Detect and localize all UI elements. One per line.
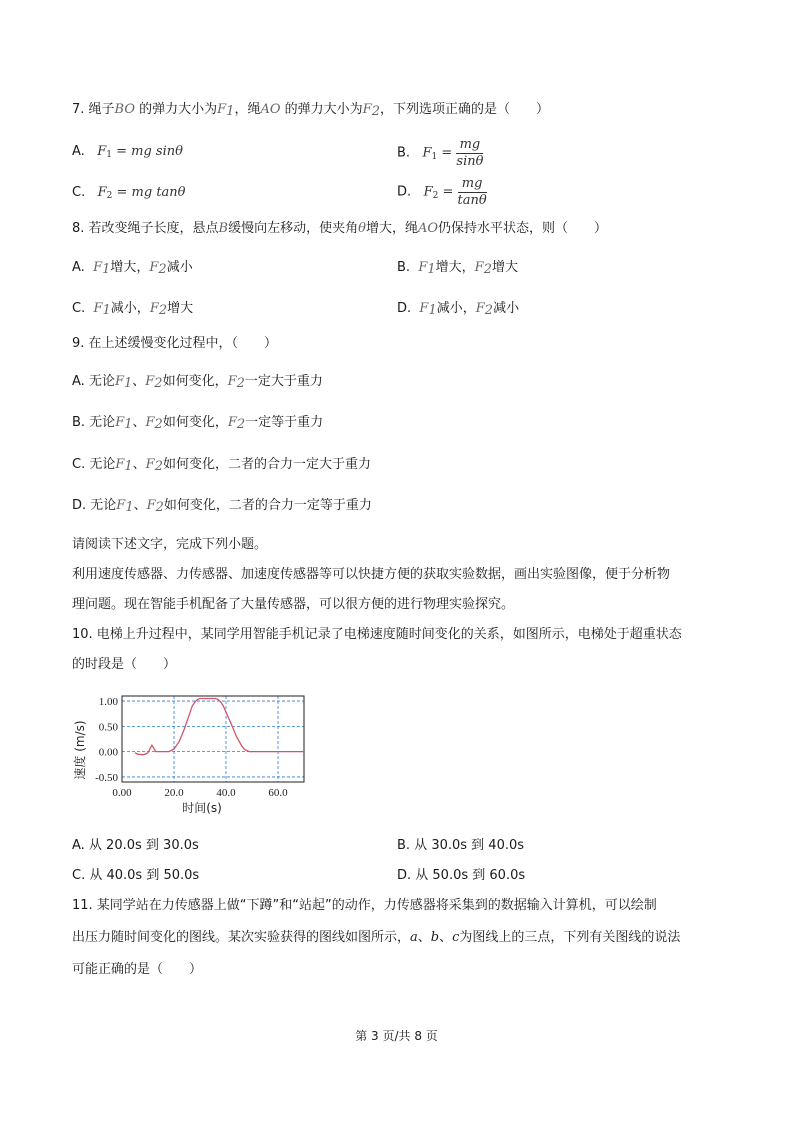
- q9-a-f2b-sub: 2: [236, 376, 245, 391]
- q9-a-sep: 、: [132, 374, 146, 389]
- q7-a-sub: 1: [106, 150, 112, 160]
- q8-text-2: 缓慢向左移动，使夹角: [228, 221, 359, 236]
- q8-text-1: 8. 若改变绳子长度，悬点: [72, 221, 219, 236]
- q8-c-f2-sub: 2: [158, 303, 168, 318]
- q7-b-fraction: [456, 137, 483, 170]
- q9-c-f2-sub: 2: [154, 459, 163, 474]
- q9-d-f2: F: [146, 498, 156, 513]
- x-axis-label: 时间(s): [182, 801, 222, 815]
- q8-stem: [72, 219, 607, 239]
- q9-b-f2: F: [145, 415, 155, 430]
- q10-option-d[interactable]: D. 从 50.0s 到 60.0s: [397, 868, 526, 883]
- q8-d-t1: 减小，: [436, 301, 476, 316]
- q7-a-label: A.: [72, 144, 85, 159]
- q9-a-f2-sub: 2: [154, 376, 163, 391]
- q8-d-f2: F: [475, 301, 485, 316]
- q7-text-1: 7. 绳子: [72, 102, 115, 117]
- q8-b-t2: 增大: [491, 260, 518, 275]
- q7-d-lhs: F: [423, 184, 433, 200]
- q8-var-theta: θ: [358, 221, 366, 236]
- x-tick-label-2: 40.0: [216, 787, 236, 799]
- x-tick-label-0: 0.00: [112, 787, 132, 799]
- q7-b-num: mg: [456, 137, 483, 154]
- q9-d-label: D. 无论: [72, 498, 117, 513]
- q10-option-b[interactable]: B. 从 30.0s 到 40.0s: [397, 838, 525, 853]
- q7-var-bo: BO: [114, 102, 135, 117]
- q8-a-t2: 减小: [166, 260, 193, 275]
- q9-option-a[interactable]: [72, 372, 323, 394]
- q10-stem-line-2: 的时段是（ ）: [72, 657, 177, 672]
- intro-line-2: 利用速度传感器、力传感器、加速度传感器等可以快捷方便的获取实验数据，画出实验图像，便于分析物: [72, 567, 671, 582]
- q7-var-ao: AO: [260, 102, 281, 117]
- q7-a-rhs: = mg sinθ: [111, 144, 183, 159]
- y-tick-label-1: 0.50: [98, 721, 118, 734]
- q9-b-f2b: F: [227, 415, 237, 430]
- q7-text-4: 的弹力大小为: [280, 102, 363, 117]
- q8-b-f1: F: [418, 260, 428, 275]
- page-footer: 第 3 页/共 8 页: [355, 1029, 438, 1043]
- velocity-time-chart: [72, 688, 312, 818]
- q9-b-f2b-sub: 2: [236, 417, 246, 432]
- q10-stem-line-1: 10. 电梯上升过程中，某同学用智能手机记录了电梯速度随时间变化的关系，如图所示，电梯处于超重状态: [72, 627, 682, 642]
- q11-stem-line-1: 11. 某同学站在力传感器上做“下蹲”和“站起”的动作，力传感器将采集到的数据输入计算机，可以绘制: [72, 898, 657, 913]
- q9-option-c[interactable]: [72, 455, 371, 477]
- q8-b-f1-sub: 1: [427, 262, 436, 277]
- q11-stem-line-3: 可能正确的是（ ）: [72, 962, 203, 977]
- q9-b-mid: 如何变化，: [162, 415, 228, 430]
- q9-a-f2b: F: [227, 374, 237, 389]
- q9-c-label: C. 无论: [72, 457, 116, 472]
- intro-line-3: 理问题。现在智能手机配备了大量传感器，可以很方便的进行物理实验探究。: [72, 597, 515, 612]
- q9-c-f1-sub: 1: [124, 459, 133, 474]
- q7-text-2: 的弹力大小为: [135, 102, 218, 117]
- q9-b-sep: 、: [132, 415, 146, 430]
- q8-option-a[interactable]: [72, 258, 193, 280]
- q8-a-f2: F: [149, 260, 159, 275]
- q9-a-f1-sub: 1: [123, 376, 133, 391]
- q11-stem-line-2: [72, 928, 680, 948]
- q7-text-3: ，绳: [234, 102, 261, 117]
- q11-text-b: 为图线上的三点，下列有关图线的说法: [459, 930, 681, 945]
- q8-a-f2-sub: 2: [158, 262, 167, 277]
- q11-text-a: 出压力随时间变化的图线。某次实验获得的图线如图所示，: [72, 930, 411, 945]
- y-tick-label-2: 0.00: [98, 746, 118, 759]
- x-tick-label-1: 20.0: [164, 787, 184, 799]
- q9-c-f2: F: [145, 457, 155, 472]
- q8-d-label: D.: [397, 301, 412, 316]
- q7-d-label: D.: [397, 184, 412, 200]
- q8-c-f1-sub: 1: [102, 303, 111, 318]
- y-tick-label-3: -0.50: [95, 771, 118, 784]
- q10-option-c[interactable]: C. 从 40.0s 到 50.0s: [72, 868, 200, 883]
- y-tick-label-0: 1.00: [98, 696, 118, 709]
- q7-f2-sub: 2: [371, 104, 380, 119]
- q9-a-f2: F: [145, 374, 155, 389]
- q8-option-c[interactable]: [72, 299, 193, 321]
- q9-c-f1: F: [115, 457, 125, 472]
- q7-d-num: mg: [458, 176, 487, 193]
- q9-a-f1: F: [114, 374, 124, 389]
- q9-d-f1-sub: 1: [125, 500, 134, 515]
- q8-c-t1: 减小，: [110, 301, 150, 316]
- q7-d-sub: 2: [432, 191, 439, 201]
- q8-option-b[interactable]: [397, 258, 518, 280]
- q11-sep-1: 、: [417, 930, 431, 945]
- q8-b-label: B.: [397, 260, 411, 275]
- q8-d-f2-sub: 2: [484, 303, 494, 318]
- q7-option-d[interactable]: [397, 176, 487, 209]
- q11-point-b: b: [430, 930, 440, 945]
- intro-line-1: 请阅读下述文字，完成下列小题。: [72, 537, 268, 552]
- q11-point-a: a: [410, 930, 418, 945]
- q9-b-label: B. 无论: [72, 415, 116, 430]
- q8-a-f1: F: [93, 260, 103, 275]
- q8-d-t2: 减小: [493, 301, 520, 316]
- q7-c-sub: 2: [106, 191, 113, 201]
- q8-b-t1: 增大，: [435, 260, 475, 275]
- q9-b-f2-sub: 2: [154, 417, 163, 432]
- q7-f2: F: [362, 102, 372, 117]
- q8-var-ao: AO: [417, 221, 439, 236]
- q8-d-f1: F: [419, 301, 429, 316]
- x-tick-label-3: 60.0: [268, 787, 288, 799]
- q7-option-a[interactable]: [72, 142, 183, 165]
- q7-c-lhs: F: [97, 185, 107, 200]
- q8-d-f1-sub: 1: [428, 303, 437, 318]
- q9-b-f1: F: [115, 415, 125, 430]
- q9-stem: 9. 在上述缓慢变化过程中，（ ）: [72, 336, 278, 351]
- q9-option-d[interactable]: [72, 496, 372, 518]
- q7-c-label: C.: [72, 185, 86, 200]
- q9-b-tail: 一定等于重力: [245, 415, 324, 430]
- q9-c-sep: 、: [132, 457, 146, 472]
- chart-grid: [122, 696, 304, 782]
- q9-d-f1: F: [116, 498, 126, 513]
- q8-a-label: A.: [72, 260, 85, 275]
- q9-c-tail: 如何变化，二者的合力一定大于重力: [162, 457, 371, 472]
- q9-d-sep: 、: [133, 498, 147, 513]
- q11-sep-2: 、: [439, 930, 453, 945]
- q7-option-c[interactable]: [72, 183, 186, 206]
- q9-a-tail: 一定大于重力: [244, 374, 323, 389]
- q7-d-den: tanθ: [457, 193, 487, 208]
- y-tick-labels: [95, 696, 118, 784]
- q7-a-lhs: F: [97, 144, 107, 159]
- q9-a-label: A. 无论: [72, 374, 115, 389]
- q7-option-b[interactable]: [397, 137, 483, 170]
- q8-b-f2: F: [474, 260, 484, 275]
- q9-a-mid: 如何变化，: [162, 374, 228, 389]
- q9-d-tail: 如何变化，二者的合力一定等于重力: [163, 498, 372, 513]
- q8-var-b: B: [218, 221, 229, 236]
- q7-c-rhs: = mg tanθ: [112, 185, 186, 200]
- q11-point-c: c: [452, 930, 460, 945]
- q8-c-t2: 增大: [167, 301, 194, 316]
- q7-b-den: sinθ: [456, 154, 484, 169]
- q7-f1: F: [217, 102, 227, 117]
- q8-a-t1: 增大，: [110, 260, 150, 275]
- q7-d-eq: =: [438, 184, 458, 200]
- q7-b-label: B.: [397, 145, 411, 161]
- q7-stem: [72, 100, 549, 122]
- q8-text-4: 仍保持水平状态，则（ ）: [438, 221, 608, 236]
- plot-frame: [122, 696, 304, 782]
- q10-option-a[interactable]: A. 从 20.0s 到 30.0s: [72, 838, 199, 853]
- q9-option-b[interactable]: [72, 413, 323, 435]
- q8-b-f2-sub: 2: [483, 262, 492, 277]
- q9-d-f2-sub: 2: [155, 500, 164, 515]
- q7-f1-sub: 1: [226, 104, 235, 119]
- q7-text-5: ，下列选项正确的是（ ）: [379, 102, 549, 117]
- x-tick-labels: [112, 787, 288, 799]
- y-axis-label: 速度 (m/s): [73, 720, 87, 780]
- q8-text-3: 增大，绳: [365, 221, 418, 236]
- q7-b-eq: =: [437, 145, 457, 161]
- q8-a-f1-sub: 1: [102, 262, 111, 277]
- q7-d-fraction: [458, 176, 487, 209]
- q8-option-d[interactable]: [397, 299, 519, 321]
- q7-b-lhs: F: [422, 145, 432, 161]
- q8-c-f2: F: [149, 301, 159, 316]
- q8-c-label: C.: [72, 301, 86, 316]
- q7-b-sub: 1: [431, 152, 438, 162]
- q9-b-f1-sub: 1: [124, 417, 133, 432]
- q8-c-f1: F: [93, 301, 103, 316]
